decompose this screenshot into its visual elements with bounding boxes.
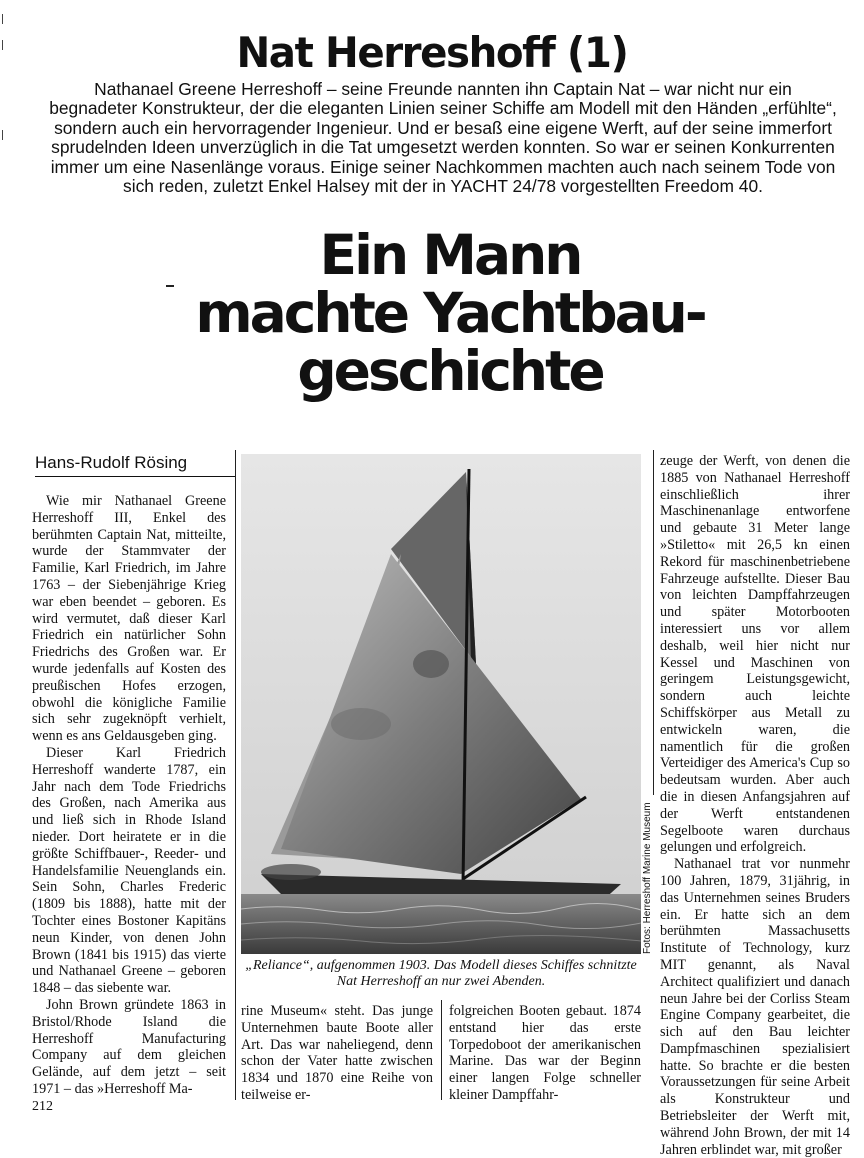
column-divider (441, 1000, 442, 1100)
margin-mark (2, 14, 3, 24)
headline-line-2: machte Yachtbau- (195, 281, 705, 345)
paragraph: Wie mir Nathanael Greene Herreshoff III, Enkel des berühmten Captain Nat, mitteilte, wurde der Stammvater der Familie, Karl Friedrich, im Jahre 1763 – der Siebenjährige Krieg war eben beendet – geboren. Es wird vermutet, daß dieser Karl Friedrich ein natürlicher Sohn Friedrichs des Großen war. Er wurde jedenfalls auf Kosten des preußischen Hofes erzogen, obwohl die königliche Familie sich sehr zugeknöpft verhielt, wenn es ans Geldausgeben ging. (32, 493, 226, 745)
column-divider (653, 450, 654, 795)
author-byline: Hans-Rudolf Rösing (35, 453, 235, 477)
paragraph: folgreichen Booten gebaut. 1874 entstand hier das erste Torpedoboot der amerikanischen Marine. Das war der Beginn einer langen Folge schneller kleiner Dampffahr- (449, 1003, 641, 1103)
headline-line-1: Ein Mann (319, 223, 581, 287)
column-2 (241, 1003, 433, 1104)
paragraph: Dieser Karl Friedrich Herreshoff wanderte 1787, ein Jahr nach dem Tode Friedrichs des Großen, nach Amerika aus und ließ sich in Rhode Island nieder. Dort heiratete er in die größte Schiffbauer-, Reeder- und Handelsfamilie Neuenglands ein. Sein Sohn, Charles Frederic (1809 bis 1888), hatte mit der Tochter eines Bostoner Kapitäns neun Kinder, von denen John Brown (1841 bis 1915) das vierte und Nathanael Greene – geboren 1848 – das siebente war. (32, 744, 226, 997)
column-3 (449, 1003, 641, 1104)
margin-mark (2, 40, 3, 50)
sailboat-photo (241, 454, 641, 954)
column-4 (660, 453, 850, 1158)
paragraph: John Brown gründete 1863 in Bristol/Rhode Island die Herreshoff Manufacturing Company auf dem gleichen Gelände, auf dem jetzt – seit 1971 – das »Herreshoff Ma- (32, 996, 226, 1097)
page-number: 212 (32, 1099, 53, 1114)
column-divider (235, 450, 236, 1100)
paragraph: rine Museum« steht. Das junge Unternehmen baute Boote aller Art. Das war naheliegend, denn schon der Vater hatte zwischen 1834 und 1870 eine Reihe von teilweise er- (241, 1003, 433, 1103)
margin-mark (2, 130, 3, 140)
paragraph: zeuge der Werft, von denen die 1885 von Nathanael Herreshoff einschließlich ihrer Maschinenanlage entworfene und gebaute 31 Meter lange »Stiletto« mit 26,5 kn einen Rekord für maschinenbetriebene Fahrzeuge aufstellte. Dieser Bau von leichten Dampffahrzeugen und später Motorbooten interessiert uns vor allem deshalb, weil hier nicht nur Kessel und Maschinen von geringem Leistungsgewicht, sondern auch leichte Schiffskörper aus Metall zu entwickeln waren, die namentlich für die großen Verteidiger des America's Cup so bedeutsam wurden. Aber auch die in diesen Anfangsjahren auf der Werft entstandenen Segelboote waren durchaus gelungen und erfolgreich. (660, 453, 850, 856)
column-1 (32, 493, 226, 1098)
article-title: Nat Herreshoff (1) (236, 28, 628, 77)
photo-caption: „Reliance“, aufgenommen 1903. Das Modell dieses Schiffes schnitzte Nat Herreshoff an nur zwei Abenden. (245, 958, 637, 989)
headline-dash (166, 285, 174, 287)
headline (130, 223, 770, 403)
reliance-yacht-image (241, 454, 641, 954)
article-intro: Nathanael Greene Herreshoff – seine Freunde nannten ihn Captain Nat – war nicht nur ein begnadeter Konstrukteur, der die eleganten Linien seiner Schiffe am Modell mit den Händen „erfühlte“, sondern auch ein hervorragender Ingenieur. Und er besaß eine eigene Werft, auf der seine immerfort sprudelnden Ideen unverzüglich in die Tat umgesetzt werden konnten. So war er seinen Konkurrenten immer um eine Nasenlänge voraus. Einige seiner Nachkommen machten auch nach seinem Tode von sich reden, zuletzt Enkel Halsey mit der in YACHT 24/78 vorgestellten Freedom 40. (49, 79, 837, 197)
headline-line-3: geschichte (297, 339, 603, 403)
paragraph: Nathanael trat vor nunmehr 100 Jahren, 1879, 31jährig, in das Unternehmen seines Bruders ein. Er hatte sich an dem berühmten Massachusetts Institute of Technology, kurz MIT genannt, als Naval Architect qualifiziert und danach neun Jahre bei der Corliss Steam Engine Company gearbeitet, die sich auf den Bau leichter Dampfmaschinen spezialisiert hatte. So brachte er die besten Voraussetzungen für seine Arbeit als Konstrukteur und Betriebsleiter der Werft mit, während John Brown, der mit 14 Jahren erblindet war, mit großer (660, 856, 850, 1158)
photo-credit: Fotos: Herreshoff Marine Museum (642, 802, 653, 954)
